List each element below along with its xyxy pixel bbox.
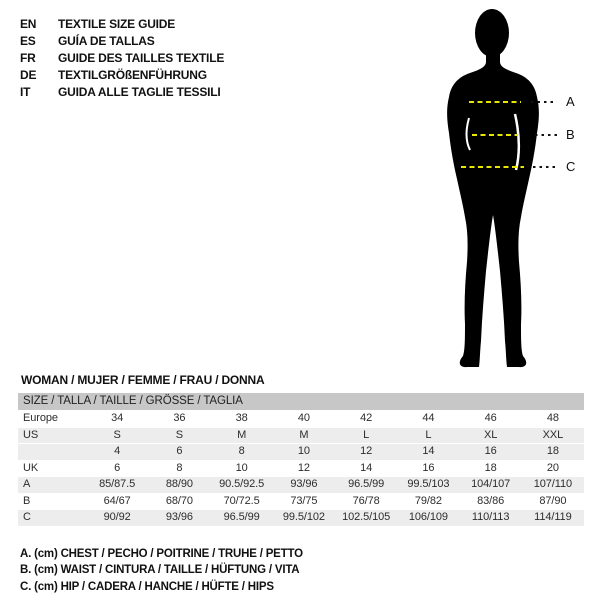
measurement-legend: [20, 546, 303, 595]
table-cell: 34: [111, 412, 124, 425]
table-cell: 14: [360, 461, 373, 474]
table-cell: 90/92: [103, 511, 131, 524]
row-label: US: [23, 428, 39, 441]
measurement-figure: [408, 4, 590, 376]
table-cell: 8: [176, 461, 183, 474]
table-cell: L: [425, 428, 432, 441]
row-label: A: [23, 478, 31, 491]
table-cell: M: [299, 428, 309, 441]
lang-title: GUIDA ALLE TAGLIE TESSILI: [58, 84, 221, 99]
measure-label-c: C: [566, 159, 576, 174]
table-cell: L: [363, 428, 370, 441]
table-cell: 93/96: [290, 478, 318, 491]
table-cell: 70/72.5: [223, 494, 260, 507]
table-cell: 114/119: [534, 511, 572, 524]
lang-title: TEXTILE SIZE GUIDE: [58, 16, 176, 31]
table-cell: 107/110: [533, 478, 572, 491]
table-cell: 6: [114, 461, 121, 474]
table-row: [18, 443, 584, 460]
lang-title: GUIDE DES TAILLES TEXTILE: [58, 50, 225, 65]
section-title-woman: WOMAN / MUJER / FEMME / FRAU / DONNA: [21, 373, 265, 387]
table-cell: 36: [173, 412, 186, 425]
table-cell: 79/82: [414, 494, 442, 507]
table-cell: 87/90: [539, 494, 567, 507]
table-cell: 73/75: [290, 494, 318, 507]
lang-code: IT: [20, 84, 31, 99]
measure-label-b: B: [566, 127, 575, 142]
row-label: Europe: [23, 412, 58, 425]
table-cell: 10: [297, 445, 310, 458]
table-cell: 14: [422, 445, 435, 458]
table-cell: 20: [546, 461, 559, 474]
table-row: [18, 509, 584, 526]
table-cell: 8: [238, 445, 245, 458]
table-row: [18, 493, 584, 510]
table-row: [18, 410, 584, 427]
size-table: [18, 393, 584, 526]
table-cell: 96.5/99: [348, 478, 385, 491]
table-cell: 42: [360, 412, 373, 425]
table-cell: 99.5/102: [282, 511, 325, 524]
table-cell: 16: [422, 461, 435, 474]
table-cell: 46: [484, 412, 497, 425]
table-cell: 4: [114, 445, 121, 458]
legend-hip: C. (cm) HIP / CADERA / HANCHE / HÜFTE / HIPS: [20, 580, 274, 593]
woman-silhouette: [447, 48, 539, 367]
table-cell: 102.5/105: [342, 511, 391, 524]
table-cell: 110/113: [471, 511, 510, 524]
table-cell: 18: [546, 445, 559, 458]
lang-code: EN: [20, 16, 37, 31]
table-cell: 44: [422, 412, 435, 425]
table-cell: 12: [297, 461, 310, 474]
table-cell: M: [237, 428, 247, 441]
table-cell: 90.5/92.5: [219, 478, 265, 491]
table-row: [18, 427, 584, 444]
measure-label-a: A: [566, 94, 575, 109]
row-label: B: [23, 494, 31, 507]
lang-title: GUÍA DE TALLAS: [58, 33, 155, 48]
woman-silhouette-diagram: [408, 4, 590, 376]
table-cell: 40: [297, 412, 310, 425]
table-cell: 18: [484, 461, 497, 474]
table-cell: 104/107: [471, 478, 511, 491]
table-cell: XL: [483, 428, 498, 441]
lang-row-it: [20, 83, 224, 100]
table-row: [18, 476, 584, 493]
table-cell: 85/87.5: [99, 478, 136, 491]
table-cell: S: [113, 428, 121, 441]
row-label: UK: [23, 461, 39, 474]
lang-code: DE: [20, 67, 37, 82]
table-cell: S: [175, 428, 183, 441]
table-cell: 96.5/99: [223, 511, 260, 524]
table-cell: XXL: [542, 428, 564, 441]
lang-row-en: [20, 15, 224, 32]
size-table-rows: [18, 410, 584, 526]
table-row: [18, 460, 584, 477]
table-cell: 6: [176, 445, 183, 458]
lang-row-fr: [20, 49, 224, 66]
table-cell: 64/67: [103, 494, 131, 507]
table-cell: 106/109: [408, 511, 448, 524]
table-cell: 76/78: [352, 494, 380, 507]
table-cell: 68/70: [165, 494, 193, 507]
table-cell: 38: [235, 412, 248, 425]
table-cell: 16: [484, 445, 497, 458]
lang-row-es: [20, 32, 224, 49]
size-table-header: SIZE / TALLA / TAILLE / GRÖSSE / TAGLIA: [18, 393, 584, 410]
table-cell: 88/90: [165, 478, 193, 491]
legend-chest: A. (cm) CHEST / PECHO / POITRINE / TRUHE / PETTO: [20, 548, 303, 561]
table-cell: 10: [235, 461, 248, 474]
table-cell: 93/96: [165, 511, 193, 524]
table-cell: 48: [546, 412, 559, 425]
table-cell: 12: [360, 445, 373, 458]
lang-row-de: [20, 66, 224, 83]
legend-waist: B. (cm) WAIST / CINTURA / TAILLE / HÜFTUNG / VITA: [20, 564, 300, 577]
lang-code: ES: [20, 33, 36, 48]
table-cell: 99.5/103: [407, 478, 450, 491]
language-title-list: [20, 15, 224, 100]
lang-code: FR: [20, 50, 36, 65]
table-cell: 83/86: [477, 494, 505, 507]
row-label: C: [23, 511, 31, 524]
lang-title: TEXTILGRÖßENFÜHRUNG: [58, 67, 207, 82]
